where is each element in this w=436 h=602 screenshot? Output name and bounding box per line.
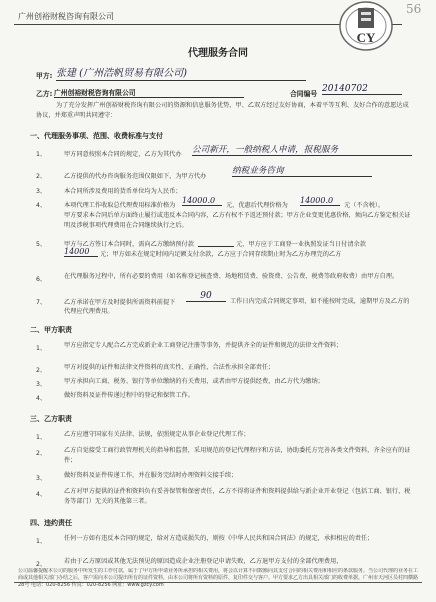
s1-item7-text-a: 乙方承诺在甲方及时提供所需资料前提下 <box>64 299 176 306</box>
s1-item5-text-a: 甲方与乙方签订本合同时，需向乙方缴纳预付款 <box>64 241 194 248</box>
s4-item1-text: 任何一方如有违反本合同的规定，给对方造成损失的，则按《中华人民共和国合同法》的规定，承担相应的责任； <box>64 535 374 542</box>
header-company: 广州创裕财税咨询有限公司 <box>18 12 114 21</box>
intro-paragraph: 为了充分发挥广州创裕财税咨询有限公司的资源和信息服务优势，甲、乙双方经过友好协商，本着平等互利、友好合作的意愿达成协议，并郑重声明共同遵守： <box>36 102 409 119</box>
s1-item1-num: 1、 <box>36 151 47 158</box>
s1-item4-handwritten-discount: 14000.0 <box>300 196 340 206</box>
s4-item2-num: 2、 <box>36 561 47 568</box>
s1-item4-num: 4、 <box>36 202 47 209</box>
party-b-value: 广州创裕财税咨询有限公司 <box>54 87 244 98</box>
s1-item4-text-c: 元（不含税）。 <box>344 202 385 209</box>
s1-item3-num: 3、 <box>36 188 47 195</box>
s1-item7-text-b: 工作日内完成合同规定事项，如不能按时完成，逾期甲方及乙方的代理应代理费用。 <box>64 298 410 315</box>
s1-item4-text-a: 本项代理工作收取总代理费用标准价格为 <box>64 202 176 209</box>
section1-heading: 一、代理服务事项、范围、收费标准与支付 <box>30 132 163 140</box>
section4-heading: 四、违约责任 <box>30 519 72 527</box>
s1-item5-continuation: 元；甲方如未在规定时间内足额支付余款，乙方应于合同存续期止时为乙方办理完的乙方 <box>100 251 342 258</box>
party-a-value: 张建 (广州浩帆贸易有限公司) <box>56 64 306 81</box>
party-b-label: 乙方: <box>36 90 53 98</box>
s3-item2-text: 乙方自觉接受工商行政管理机关的指导和监督，采用规范的登记代理程序和方法，协助委托方完善各类文件资料，齐全应有的证件； <box>64 447 411 464</box>
s3-item2-num: 2、 <box>36 450 47 457</box>
party-a-label: 甲方: <box>36 72 53 80</box>
footer-notice: 公司温馨提醒本公司的服务中所发生的工作付款，属于了甲方所申请业务所承担的相关费用，将会以计算不同数额向其支付合同的相关费用和相应的条款服务。当公司代理的业务在工商或其他相关部门办结之后，客户需向本公司提出所有的证件资料，由本公司将所有资料的原件、复印件交与客户。甲方要求乙方出具相关部门的收费单据。广州市天河区员村四横路28号 电话：020-8256 传真：020-8256 网址：www.gzcy.com <box>18 568 418 588</box>
s4-item2-text: 若由于乙方原因或其他无法预见的原因造成企业注册登记申请失败，乙方退甲方支付的全部代理费用， <box>64 558 343 565</box>
corner-handwritten-mark: 56 <box>406 2 422 16</box>
s1-item7-num: 7、 <box>36 299 47 306</box>
s2-item2-num: 2、 <box>36 367 47 374</box>
s2-item1-num: 1、 <box>36 345 47 352</box>
s1-item5-deposit-blank <box>198 245 234 247</box>
s1-item6-num: 6、 <box>36 276 47 283</box>
s2-item4-text: 做好资料及证件传递过程中的登记和保管工作。 <box>64 392 194 399</box>
section2-heading: 二、甲方职责 <box>30 326 72 334</box>
s1-item5-num: 5、 <box>36 241 47 248</box>
s1-item1-handwritten: 公司新开，一般纳税人申请，报税服务 <box>192 143 412 156</box>
contract-no-label: 合同编号 <box>290 90 318 98</box>
s3-item1-text: 乙方应遵守国家有关法律、法规，依照规定从事企业登记代理工作； <box>64 431 250 438</box>
s3-item3-num: 3、 <box>36 475 47 482</box>
section3-heading: 三、乙方职责 <box>30 415 72 423</box>
s1-item4-continuation: 甲方要求本合同后单方面终止履行或违反本合同内容，乙方有权不予返还预付款；甲方企业变更优惠价格，须向乙方鉴定相关证明及涉税事项代理费用在合同继续执行之后。 <box>64 212 411 229</box>
s2-item2-text: 甲方对提供的证件和法律文件资料的真实性、正确性、合法性承担全部责任； <box>64 364 275 371</box>
s1-item3-text: 本合同所涉及费用的货币单位均为人民币； <box>64 188 182 195</box>
s1-item4-handwritten-total: 14000.0 <box>182 196 222 206</box>
s4-item1-num: 1、 <box>36 538 47 545</box>
logo-text: CY <box>356 30 376 45</box>
s1-item1-text: 甲方同意按照本合同的规定，乙方为其代办 <box>64 151 182 158</box>
s2-item3-num: 3、 <box>36 381 47 388</box>
s1-item7-handwritten-days: 90 <box>186 291 226 302</box>
s3-item3-text: 做好资料及证件传递工作，并在服务完结时办理资料交接手续； <box>64 472 238 479</box>
s1-item5-text-b: 元，甲方应于工商登一业执照发证当日付清余款 <box>236 241 366 248</box>
s2-item1-text: 甲方应指定专人配合乙方完成新企业工商登记注册等事务，并提供齐全的证件和规范的法律文件资料； <box>64 342 343 349</box>
contract-no-value: 20140702 <box>322 84 402 95</box>
contract-title: 代理服务合同 <box>188 48 248 59</box>
s1-item5-handwritten: 14000 <box>64 247 98 257</box>
s1-item2-num: 2、 <box>36 173 47 180</box>
s1-item4-text-b: 元，优惠后代理价格为 <box>226 202 288 209</box>
s3-item4-text: 乙方对甲方提供的证件和资料负有妥善保管和保密责任，乙方不得将证件和资料提供给与新企业开业登记（包括工商、银行、税务等部门）无关的其他第三者。 <box>64 488 411 505</box>
s2-item3-text: 甲方承担向工商、税务、银行等单位缴纳的有关费用，或者由甲方提供经费，由乙方代为缴纳； <box>64 378 324 385</box>
s2-item4-num: 4、 <box>36 395 47 402</box>
s3-item4-num: 4、 <box>36 491 47 498</box>
s3-item1-num: 1、 <box>36 434 47 441</box>
s1-item2-handwritten: 纳税业务咨询 <box>232 164 372 177</box>
s1-item2-text: 乙方提供的代办咨询服务范围仅限如下，为甲方代办 <box>64 173 207 180</box>
s1-item6-text: 在代理服务过程中，所有必要的费用（如名称登记核查费、场地租赁费、验资费、公告费、税费等政府收费）由甲方自理。 <box>64 273 399 280</box>
